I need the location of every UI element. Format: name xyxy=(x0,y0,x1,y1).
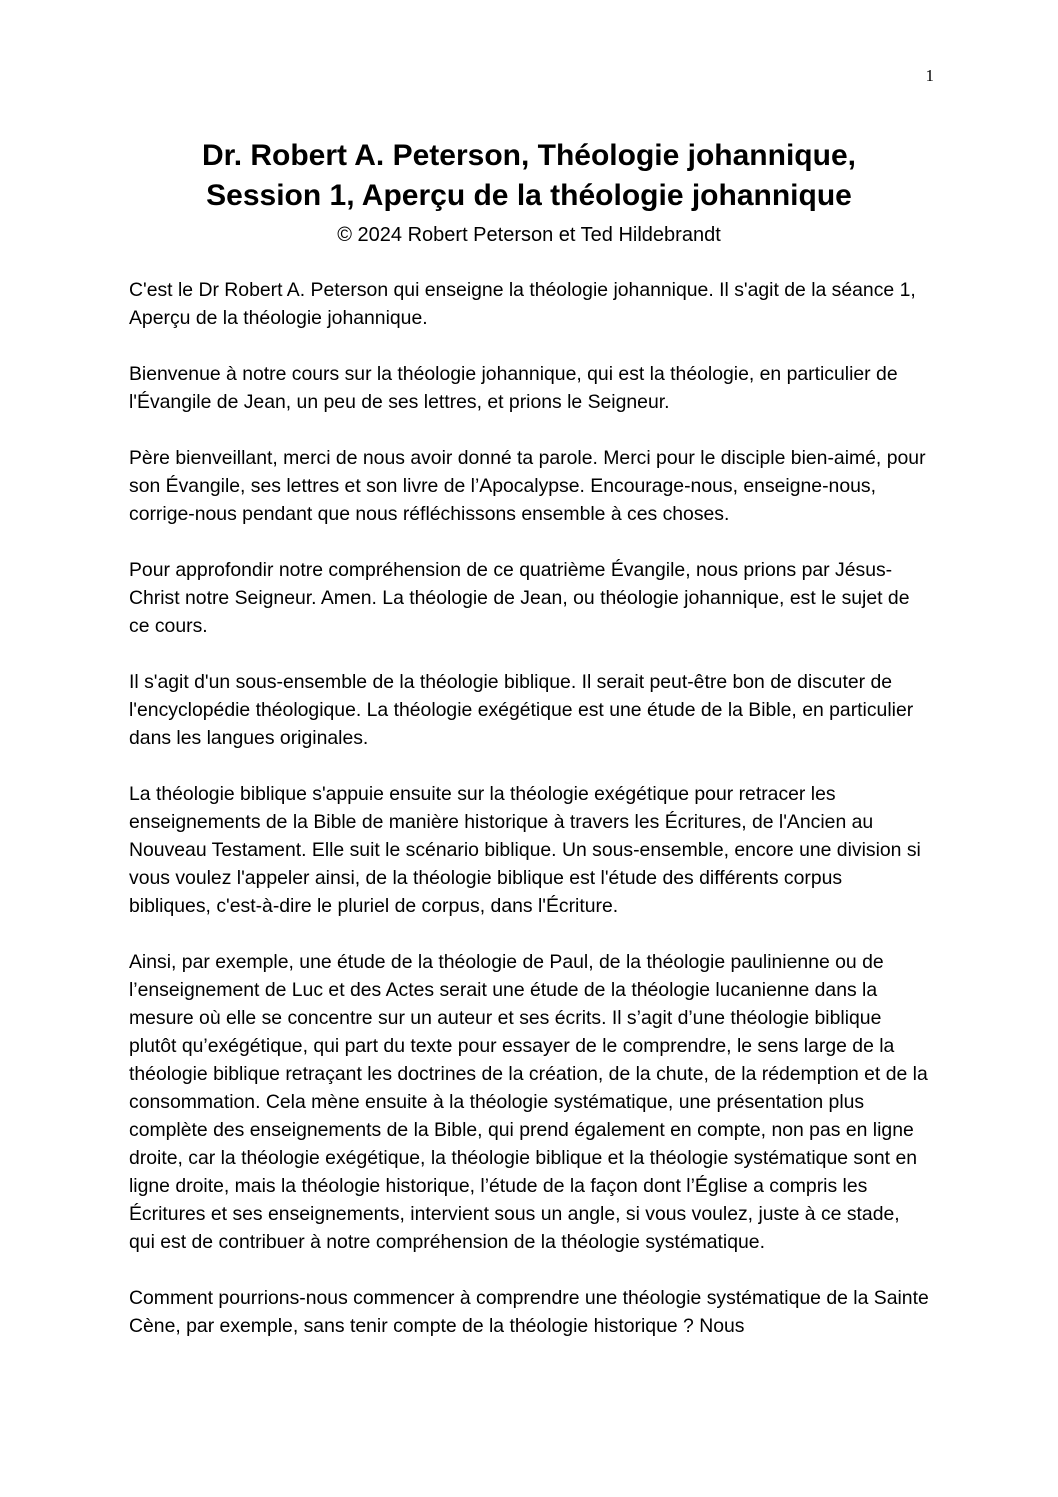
paragraph: Il s'agit d'un sous-ensemble de la théologie biblique. Il serait peut-être bon de discuter de l'encyclopédie théologique. La théologie exégétique est une étude de la Bible, en particulier dans les langues originales. xyxy=(129,671,914,749)
paragraph: Bienvenue à notre cours sur la théologie johannique, qui est la théologie, en particulier de l'Évangile de Jean, un peu de ses lettres, et prions le Seigneur. xyxy=(129,363,898,413)
title-line-1: Dr. Robert A. Peterson, Théologie johannique, xyxy=(202,139,856,172)
document-title xyxy=(0,136,1058,216)
paragraph: Ainsi, par exemple, une étude de la théologie de Paul, de la théologie paulinienne ou de l’enseignement de Luc et des Actes serait une étude de la théologie lucanienne dans la mesure où elle se concentre sur un auteur et ses écrits. Il s’agit d’une théologie biblique plutôt qu’exégétique, qui part du texte pour essayer de le comprendre, le sens large de la théologie biblique retraçant les doctrines de la création, de la chute, de la rédemption et de la consommation. Cela mène ensuite à la théologie systématique, une présentation plus complète des enseignements de la Bible, qui prend également en compte, non pas en ligne droite, car la théologie exégétique, la théologie biblique et la théologie systématique sont en ligne droite, mais la théologie historique, l’étude de la façon dont l’Église a compris les Écritures et ses enseignements, intervient sous un angle, si vous voulez, juste à ce stade, qui est de contribuer à notre compréhension de la théologie systématique. xyxy=(129,951,928,1253)
paragraph: Père bienveillant, merci de nous avoir donné ta parole. Merci pour le disciple bien-aimé, pour son Évangile, ses lettres et son livre de l’Apocalypse. Encourage-nous, enseigne-nous, corrige-nous pendant que nous réfléchissons ensemble à ces choses. xyxy=(129,447,926,525)
paragraph: Comment pourrions-nous commencer à comprendre une théologie systématique de la Sainte Cène, par exemple, sans tenir compte de la théologie historique ? Nous xyxy=(129,1287,929,1337)
paragraph: C'est le Dr Robert A. Peterson qui enseigne la théologie johannique. Il s'agit de la séance 1, Aperçu de la théologie johannique. xyxy=(129,279,916,329)
paragraph: La théologie biblique s'appuie ensuite sur la théologie exégétique pour retracer les enseignements de la Bible de manière historique à travers les Écritures, de l'Ancien au Nouveau Testament. Elle suit le scénario biblique. Un sous-ensemble, encore une division si vous voulez l'appeler ainsi, de la théologie biblique est l'étude des différents corpus bibliques, c'est-à-dire le pluriel de corpus, dans l'Écriture. xyxy=(129,783,921,917)
title-line-2: Session 1, Aperçu de la théologie johannique xyxy=(206,179,852,212)
page-number: 1 xyxy=(925,66,934,85)
copyright-line: © 2024 Robert Peterson et Ted Hildebrandt xyxy=(337,224,721,246)
paragraph: Pour approfondir notre compréhension de ce quatrième Évangile, nous prions par Jésus-Christ notre Seigneur. Amen. La théologie de Jean, ou théologie johannique, est le sujet de ce cours. xyxy=(129,559,910,637)
document-body xyxy=(129,276,929,1368)
